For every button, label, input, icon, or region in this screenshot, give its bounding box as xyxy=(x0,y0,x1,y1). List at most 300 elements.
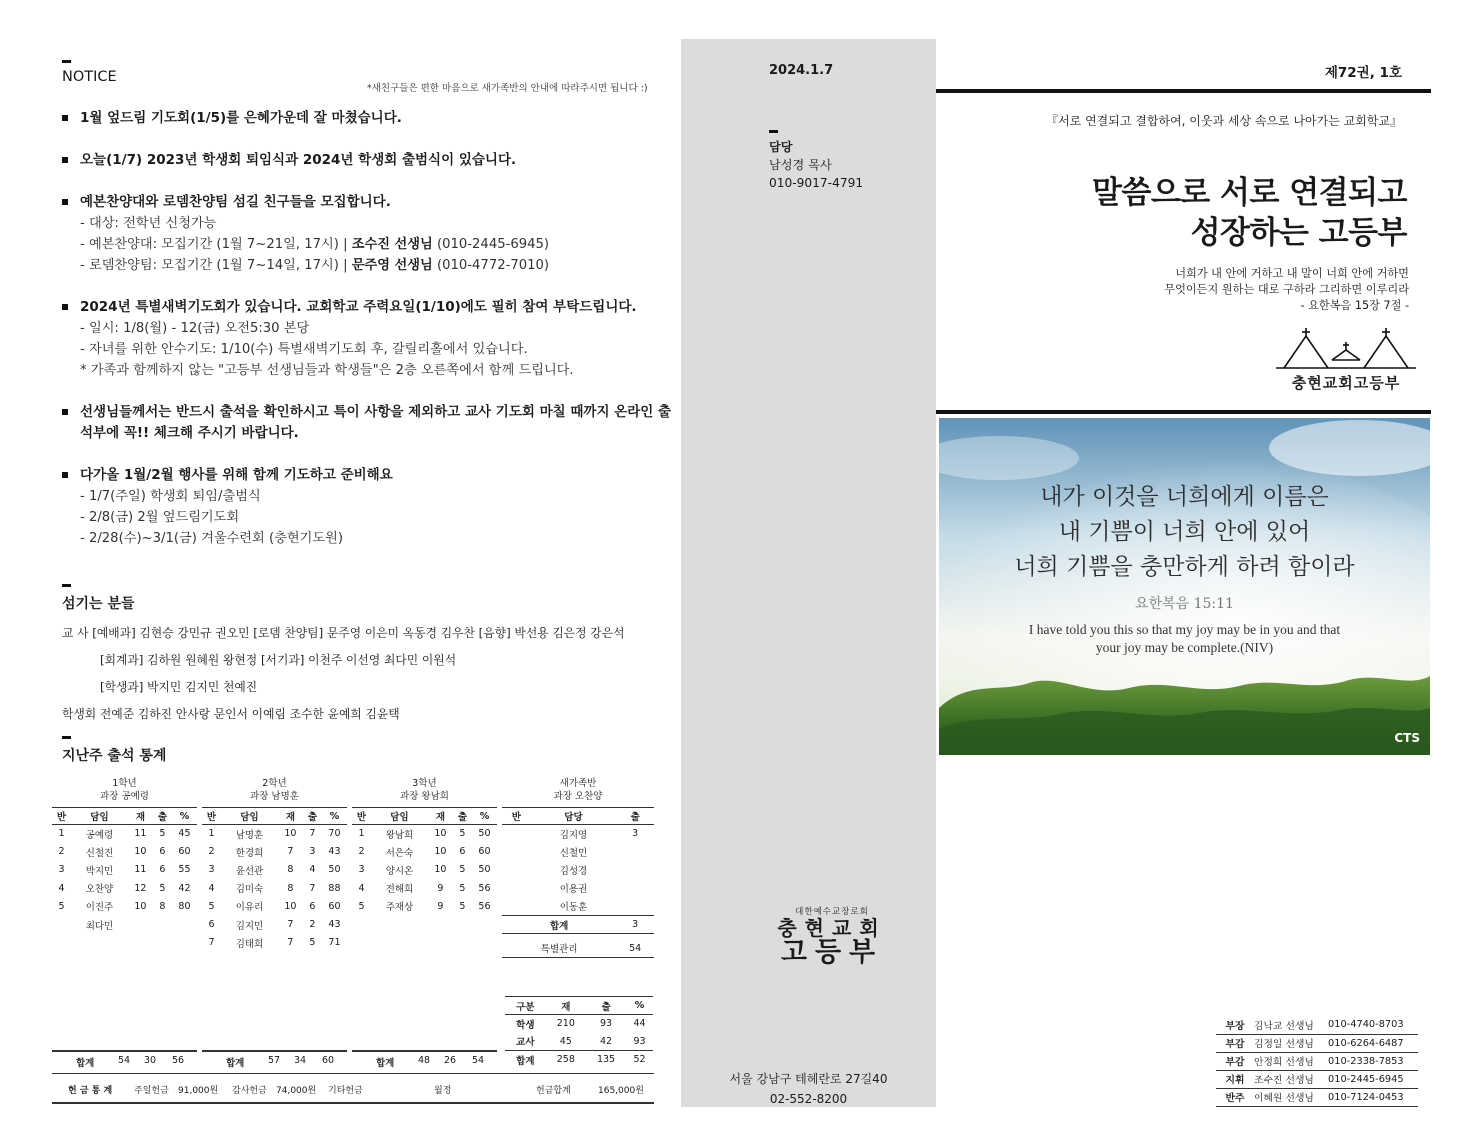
table-cell: 합계 xyxy=(505,1051,546,1069)
total-g2-enrolled: 57 xyxy=(268,1055,281,1066)
table-cell: 10 xyxy=(434,864,447,876)
notice-item xyxy=(62,402,672,444)
verse-reference: - 요한복음 15장 7절 - xyxy=(1300,299,1409,312)
grade-leader: 과장 공예령 xyxy=(100,791,149,802)
table-cell: 210 xyxy=(556,1018,575,1030)
offering-row xyxy=(52,1080,654,1100)
table-cell: 5 xyxy=(459,882,466,894)
grade-table-4 xyxy=(502,777,654,958)
table-cell: 1 xyxy=(208,828,215,840)
hero-ko-line-1: 내가 이것을 너희에게 이름은 xyxy=(1040,484,1329,510)
column-header: 반 xyxy=(52,808,71,825)
table-header-row xyxy=(352,808,497,825)
notice-note: *새친구들은 편한 마음으로 새가족반의 안내에 따라주시면 됩니다 :) xyxy=(367,83,648,94)
volume-number: 제72권, 1호 xyxy=(1324,65,1402,81)
table-cell: 60 xyxy=(478,846,491,858)
table-cell: 3 xyxy=(208,864,215,876)
column-header: % xyxy=(472,808,497,825)
church-address: 서울 강남구 테헤란로 27길40 xyxy=(729,1072,888,1086)
table-row xyxy=(352,843,497,861)
table-cell: 신철진 xyxy=(85,847,114,859)
table-cell: 박지민 xyxy=(85,865,114,877)
table-cell: 8 xyxy=(287,882,294,894)
notice-sub-item: - 대상: 전학년 신청가능 xyxy=(80,216,217,231)
grade-header xyxy=(502,777,654,803)
hero-verse-korean xyxy=(939,480,1430,585)
table-cell: 5 xyxy=(358,900,365,912)
headline-line-2: 성장하는 고등부 xyxy=(1190,215,1407,251)
theme-verse xyxy=(1164,266,1409,314)
column-header: 재 xyxy=(128,808,153,825)
bulletin-date: 2024.1.7 xyxy=(769,63,834,78)
table-cell: 전해희 xyxy=(385,884,414,896)
notice-header xyxy=(62,60,117,85)
hero-ko-line-3: 너희 기쁨을 충만하게 하려 함이라 xyxy=(1014,554,1355,580)
column-header: 출 xyxy=(586,997,626,1015)
table-cell: 11 xyxy=(134,828,147,840)
staff-row xyxy=(1216,1070,1418,1088)
total-g3-percent: 54 xyxy=(472,1055,485,1066)
notice-sub-item: - 일시: 1/8(월) - 12(금) 오전5:30 본당 xyxy=(80,321,310,336)
table-cell: 8 xyxy=(159,900,166,912)
grade-leader: 과장 남명훈 xyxy=(250,791,299,802)
hero-verse-english xyxy=(939,621,1430,657)
table-cell: 12 xyxy=(134,882,147,894)
column-header: 재 xyxy=(546,997,586,1015)
staff-name: 조수진 선생님 xyxy=(1254,1070,1328,1088)
table-cell: 김지민 xyxy=(235,920,264,932)
staff-table xyxy=(1216,1016,1418,1107)
staff-row xyxy=(1216,1088,1418,1106)
table-row xyxy=(202,879,347,897)
column-header: 출 xyxy=(303,808,322,825)
offering-total-label: 헌금합계 xyxy=(536,1086,571,1096)
table-row xyxy=(502,825,654,843)
table-cell: 5 xyxy=(459,900,466,912)
charge-label: 담당 xyxy=(769,140,793,154)
table-cell: 4 xyxy=(208,882,215,894)
divider xyxy=(936,410,1431,414)
table-cell: 10 xyxy=(134,900,147,912)
serve-title: 섬기는 분들 xyxy=(62,596,135,612)
hero-en-line-2: your joy may be complete.(NIV) xyxy=(1095,640,1274,655)
hero-reference: 요한복음 15:11 xyxy=(1135,596,1234,612)
table-cell: 3 xyxy=(358,864,365,876)
logo-department: 고등부 xyxy=(780,937,884,968)
table-cell: 6 xyxy=(309,900,316,912)
table-cell: 6 xyxy=(208,919,215,931)
table-cell: 주재상 xyxy=(385,902,414,914)
table-cell: 1 xyxy=(358,828,365,840)
offering-label: 헌 금 통 계 xyxy=(68,1086,113,1096)
table-cell: 50 xyxy=(328,864,341,876)
charge-name: 남성경 목사 xyxy=(769,158,832,172)
serve-line-teachers: 교 사 [예배과] 김현승 강민규 권오민 [로뎀 찬양팀] 문주영 이은미 옥동경 김우찬 [음향] 박선용 김은정 강은석 xyxy=(62,626,625,640)
table-cell: 교사 xyxy=(516,1037,535,1049)
table-row xyxy=(352,897,497,915)
table-row xyxy=(52,825,197,843)
table-cell: 최다민 xyxy=(85,920,114,932)
table-cell: 50 xyxy=(478,864,491,876)
verse-line-1: 너희가 내 안에 거하고 내 말이 너희 안에 거하면 xyxy=(1175,267,1409,280)
table-row xyxy=(502,879,654,897)
attendance-summary xyxy=(505,996,653,1069)
total-label-g3: 합계 xyxy=(376,1058,395,1069)
column-header: 반 xyxy=(352,808,371,825)
table-cell: 김태희 xyxy=(235,938,264,950)
table-cell: 55 xyxy=(178,864,191,876)
grade-table xyxy=(352,807,497,915)
table-cell: 43 xyxy=(328,919,341,931)
table-cell: 42 xyxy=(178,882,191,894)
offering-other-label: 기타헌금 xyxy=(328,1086,363,1096)
table-cell: 6 xyxy=(459,846,466,858)
table-cell: 왕남희 xyxy=(385,829,414,841)
serve-list xyxy=(62,620,672,728)
divider xyxy=(936,89,1431,93)
table-cell: 김지영 xyxy=(559,829,588,841)
table-cell xyxy=(502,861,531,879)
table-cell: 남명훈 xyxy=(235,829,264,841)
table-cell: 2 xyxy=(358,846,365,858)
staff-role: 부장 xyxy=(1216,1016,1254,1034)
newcomer-total-row xyxy=(502,915,654,933)
table-cell: 7 xyxy=(287,919,294,931)
grade-header xyxy=(202,777,347,803)
table-cell: 10 xyxy=(284,828,297,840)
table-cell: 45 xyxy=(178,828,191,840)
table-row xyxy=(52,897,197,915)
table-cell: 4 xyxy=(358,882,365,894)
notice-sub-item: - 1/7(주일) 학생회 퇴임/출범식 xyxy=(80,489,261,504)
table-cell: 3 xyxy=(632,828,639,840)
table-cell: 52 xyxy=(626,1051,653,1069)
serve-line-students-dept: [학생과] 박지민 김지민 천예진 xyxy=(100,680,258,694)
table-row xyxy=(202,915,347,933)
headline-line-1: 말씀으로 서로 연결되고 xyxy=(1091,175,1407,211)
column-header: 출 xyxy=(616,808,654,825)
notice-item xyxy=(62,192,672,276)
table-row xyxy=(202,934,347,952)
column-header: % xyxy=(172,808,197,825)
total-g2-present: 34 xyxy=(294,1055,307,1066)
table-row xyxy=(352,861,497,879)
table-cell: 10 xyxy=(434,846,447,858)
staff-phone: 010-7124-0453 xyxy=(1328,1088,1418,1106)
column-header: 출 xyxy=(153,808,172,825)
table-cell: 2 xyxy=(208,846,215,858)
grade-leader: 과장 왕남희 xyxy=(400,791,449,802)
table-cell xyxy=(616,861,654,879)
table-cell: 3 xyxy=(58,864,65,876)
notice-item xyxy=(62,150,672,171)
hero-verse xyxy=(939,480,1430,657)
column-header: 담당 xyxy=(531,808,617,825)
notice-sub-item: - 로뎀찬양팀: 모집기간 (1월 7~14일, 17시) | 문주영 선생님 (010-4772-7010) xyxy=(80,258,550,273)
table-row xyxy=(52,843,197,861)
column-header: % xyxy=(322,808,347,825)
table-cell: 9 xyxy=(437,900,444,912)
staff-role: 반주 xyxy=(1216,1088,1254,1106)
table-cell: 71 xyxy=(328,937,341,949)
table-row xyxy=(352,879,497,897)
hero-en-line-1: I have told you this so that my joy may be in you and that xyxy=(1028,622,1341,637)
staff-name: 안정희 선생님 xyxy=(1254,1052,1328,1070)
table-cell: 7 xyxy=(208,937,215,949)
offering-sunday-label: 주일헌금 xyxy=(134,1086,169,1096)
middle-panel xyxy=(681,39,936,1107)
table-cell xyxy=(502,879,531,897)
staff-phone: 010-4740-8703 xyxy=(1328,1016,1418,1034)
notice-item xyxy=(62,297,672,381)
table-cell: 44 xyxy=(633,1018,646,1030)
summary-table xyxy=(505,996,653,1069)
table-cell: 10 xyxy=(284,900,297,912)
notice-sub-item: - 2/8(금) 2월 엎드림기도회 xyxy=(80,510,240,525)
table-cell: 서은숙 xyxy=(385,847,414,859)
left-panel xyxy=(0,0,681,1138)
page-title xyxy=(1092,173,1407,253)
section-marker xyxy=(769,130,778,133)
notice-list xyxy=(62,108,672,570)
table-row xyxy=(52,879,197,897)
table-cell xyxy=(502,843,531,861)
table-cell: 70 xyxy=(328,828,341,840)
table-cell xyxy=(616,879,654,897)
staff-phone: 010-6264-6487 xyxy=(1328,1034,1418,1052)
notice-item xyxy=(62,465,672,549)
total-g2-percent: 60 xyxy=(322,1055,335,1066)
table-cell: 5 xyxy=(58,900,65,912)
notice-title: NOTICE xyxy=(62,69,117,85)
table-cell: 2 xyxy=(309,919,316,931)
table-cell: 김미숙 xyxy=(235,884,264,896)
section-marker xyxy=(62,584,71,587)
table-cell: 54 xyxy=(616,940,654,958)
table-cell: 43 xyxy=(328,846,341,858)
logo-denomination: 대한예수교장로회 xyxy=(795,907,869,917)
church-address-block xyxy=(681,1069,936,1109)
total-label-g2: 합계 xyxy=(226,1058,245,1069)
verse-line-2: 무엇이든지 원하는 대로 구하라 그리하면 이루리라 xyxy=(1164,283,1409,296)
column-header: 반 xyxy=(202,808,221,825)
notice-item xyxy=(62,108,672,129)
table-cell: 135 xyxy=(586,1051,626,1069)
table-cell: 60 xyxy=(328,900,341,912)
table-cell: 이동훈 xyxy=(559,902,588,914)
notice-item-text: 오늘(1/7) 2023년 학생회 퇴임식과 2024년 학생회 출범식이 있습니다. xyxy=(80,152,517,168)
column-header: % xyxy=(626,997,653,1015)
contact-name: 문주영 선생님 xyxy=(351,258,433,273)
table-header-row xyxy=(202,808,347,825)
table-cell: 7 xyxy=(287,937,294,949)
table-row xyxy=(52,915,197,933)
offering-sunday-value: 91,000원 xyxy=(178,1086,219,1096)
notice-item-text: 1월 엎드림 기도회(1/5)를 은혜가운데 잘 마쳤습니다. xyxy=(80,110,402,126)
table-row xyxy=(202,861,347,879)
table-cell: 2 xyxy=(58,846,65,858)
column-header: 반 xyxy=(502,808,531,825)
serve-line-student-council: 학생회 전예준 김하진 안사랑 문인서 이예림 조수한 윤예희 김윤택 xyxy=(62,707,400,721)
charge-phone: 010-9017-4791 xyxy=(769,176,864,190)
attendance-title: 지난주 출석 통계 xyxy=(62,748,167,764)
table-cell: 이진주 xyxy=(85,902,114,914)
table-row xyxy=(502,897,654,915)
table-cell: 7 xyxy=(287,846,294,858)
table-cell: 56 xyxy=(478,900,491,912)
staff-name: 김정일 선생님 xyxy=(1254,1034,1328,1052)
offering-thanks-label: 감사헌금 xyxy=(232,1086,267,1096)
church-phone: 02-552-8200 xyxy=(769,1092,848,1106)
grade-table xyxy=(202,807,347,952)
table-cell: 신철민 xyxy=(559,847,588,859)
column-header: 담임 xyxy=(371,808,428,825)
table-cell xyxy=(153,915,172,933)
table-row xyxy=(502,843,654,861)
table-cell: 한경희 xyxy=(235,847,264,859)
table-cell: 6 xyxy=(159,846,166,858)
table-cell: 학생 xyxy=(516,1019,535,1031)
serve-line-accounting: [회계과] 김하원 원혜원 왕현정 [서기과] 이천주 이선영 최다민 이원석 xyxy=(100,653,457,667)
grade-header xyxy=(52,777,197,803)
table-cell xyxy=(128,915,153,933)
attendance-header xyxy=(62,736,166,765)
column-header: 재 xyxy=(428,808,453,825)
table-cell xyxy=(616,897,654,915)
table-cell xyxy=(616,843,654,861)
table-row xyxy=(505,1015,653,1033)
table-cell: 윤선관 xyxy=(235,865,264,877)
table-cell: 60 xyxy=(178,846,191,858)
table-cell: 7 xyxy=(309,882,316,894)
hero-image xyxy=(939,418,1430,755)
offering-total-value: 165,000원 xyxy=(598,1086,644,1096)
grade-name: 1학년 xyxy=(112,778,137,789)
table-cell: 10 xyxy=(134,846,147,858)
table-row xyxy=(202,897,347,915)
staff-name: 이혜원 선생님 xyxy=(1254,1088,1328,1106)
column-header: 담임 xyxy=(221,808,278,825)
staff-row xyxy=(1216,1034,1418,1052)
column-header: 담임 xyxy=(71,808,128,825)
table-cell: 4 xyxy=(309,864,316,876)
table-cell: 10 xyxy=(434,828,447,840)
table-cell: 9 xyxy=(437,882,444,894)
grade-table xyxy=(502,807,654,958)
table-cell: 이유리 xyxy=(235,902,264,914)
table-cell: 42 xyxy=(599,1035,613,1047)
table-cell: 4 xyxy=(58,882,65,894)
contact-name: 조수진 선생님 xyxy=(351,237,433,252)
table-cell: 5 xyxy=(459,864,466,876)
notice-sub-item: - 예본찬양대: 모집기간 (1월 7~21일, 17시) | 조수진 선생님 (010-2445-6945) xyxy=(80,237,550,252)
column-header: 재 xyxy=(278,808,303,825)
grade-name: 새가족반 xyxy=(559,778,597,789)
logo-church: 충현교회 xyxy=(777,916,887,940)
grade-leader: 과장 오찬양 xyxy=(553,791,603,802)
table-row xyxy=(505,1051,653,1069)
table-cell: 11 xyxy=(134,864,147,876)
column-header: 출 xyxy=(453,808,472,825)
notice-item-text: 다가올 1월/2월 행사를 위해 함께 기도하고 준비해요 xyxy=(80,467,393,483)
table-cell: 56 xyxy=(478,882,491,894)
table-row xyxy=(202,825,347,843)
table-cell: 양시온 xyxy=(385,865,414,877)
table-row xyxy=(202,843,347,861)
table-cell: 258 xyxy=(546,1051,586,1069)
total-g1-percent: 56 xyxy=(172,1055,185,1066)
table-cell xyxy=(52,915,71,933)
table-row xyxy=(502,861,654,879)
staff-row xyxy=(1216,1052,1418,1070)
table-cell: 이용권 xyxy=(559,884,588,896)
table-cell xyxy=(502,825,531,843)
table-cell: 오찬양 xyxy=(85,884,114,896)
notice-item-text: 2024년 특별새벽기도회가 있습니다. 교회학교 주력요일(1/10)에도 필히 참여 부탁드립니다. xyxy=(80,299,637,315)
column-header: 구분 xyxy=(505,997,546,1015)
hero-ko-line-2: 내 기쁨이 너희 안에 있어 xyxy=(1058,519,1311,545)
serve-header xyxy=(62,584,135,613)
table-row xyxy=(505,1033,653,1051)
grade-table-3 xyxy=(352,777,497,915)
table-cell: 7 xyxy=(309,828,316,840)
table-row xyxy=(52,861,197,879)
table-cell: 5 xyxy=(459,828,466,840)
table-cell: 특별관리 xyxy=(502,940,616,958)
table-cell: 5 xyxy=(309,937,316,949)
table-cell: 5 xyxy=(159,882,166,894)
total-g1-enrolled: 54 xyxy=(118,1055,131,1066)
notice-sub-item: * 가족과 함께하지 않는 "고등부 선생님들과 학생들"은 2층 오른쪽에서 함께 드립니다. xyxy=(80,363,574,378)
notice-sub-item: - 2/28(수)~3/1(금) 겨울수련회 (충현기도원) xyxy=(80,531,343,546)
table-cell: 공예령 xyxy=(85,829,114,841)
staff-row xyxy=(1216,1016,1418,1034)
divider xyxy=(52,1073,654,1074)
section-marker xyxy=(62,60,71,63)
table-cell: 50 xyxy=(478,828,491,840)
table-cell: 8 xyxy=(287,864,294,876)
table-cell: 김성경 xyxy=(559,865,588,877)
grade-table xyxy=(52,807,197,934)
section-marker xyxy=(62,736,71,739)
divider xyxy=(52,1102,654,1104)
broadcaster-logo: CTS xyxy=(1394,731,1420,745)
staff-phone: 010-2338-7853 xyxy=(1328,1052,1418,1070)
table-cell: 6 xyxy=(159,864,166,876)
staff-phone: 010-2445-6945 xyxy=(1328,1070,1418,1088)
table-cell: 합계 xyxy=(502,915,616,933)
grade-header xyxy=(352,777,497,803)
grade-table-1 xyxy=(52,777,197,934)
motto: 『서로 연결되고 결합하여, 이웃과 세상 속으로 나아가는 교회학교』 xyxy=(1046,114,1402,128)
pastor-in-charge xyxy=(769,130,863,192)
table-cell: 45 xyxy=(559,1035,572,1047)
table-cell: 5 xyxy=(208,900,215,912)
staff-role: 부감 xyxy=(1216,1034,1254,1052)
staff-role: 부감 xyxy=(1216,1052,1254,1070)
table-header-row xyxy=(502,808,654,825)
table-cell: 3 xyxy=(309,846,316,858)
table-cell: 88 xyxy=(328,882,341,894)
total-label-g1: 합계 xyxy=(76,1058,95,1069)
table-cell: 1 xyxy=(58,828,65,840)
notice-sub-item: - 자녀를 위한 안수기도: 1/10(수) 특별새벽기도회 후, 갈릴리홀에서 있습니다. xyxy=(80,342,528,357)
table-cell: 5 xyxy=(159,828,166,840)
grade-name: 2학년 xyxy=(262,778,287,789)
table-row xyxy=(352,825,497,843)
table-cell: 3 xyxy=(616,915,654,933)
right-panel xyxy=(936,0,1479,1138)
